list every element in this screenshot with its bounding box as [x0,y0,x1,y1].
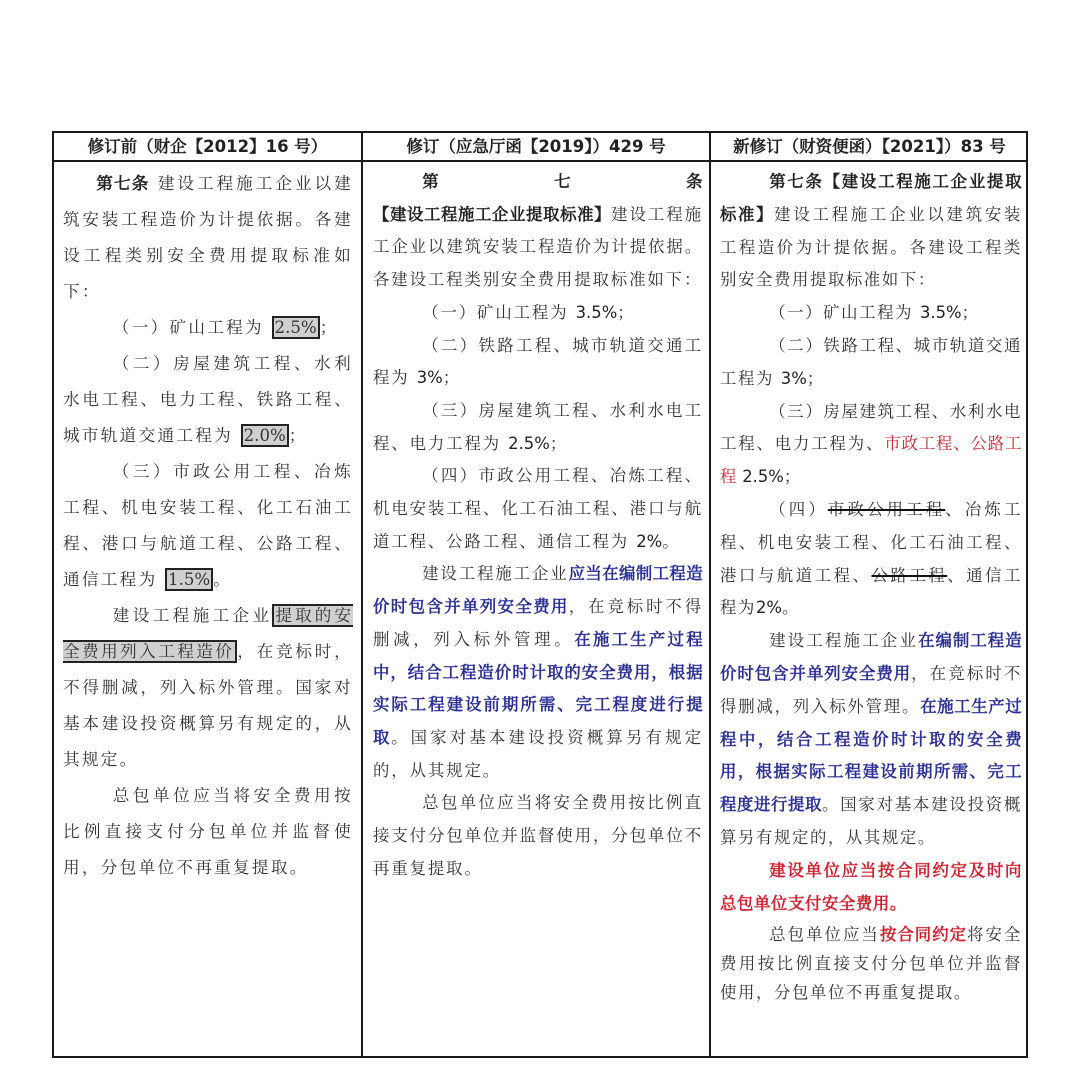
blue-highlight: 在施工生产过程中，结合工程造价时计取的安全费用，根据实际工程建设前期所需、完工程度进行提取 [373,629,703,747]
article-title: 【建设工程施工企业提取标准】 [720,172,1023,224]
item-1: （一）矿山工程为 3.5%； [422,302,636,322]
column-2019-revision [363,162,709,1056]
red-highlight: 市政工程、公路工程 [720,434,1022,487]
red-highlight: 建设单位应当按合同约定及时向总包单位支付安全费用。 [720,860,1022,913]
item-3: （三）房屋建筑工程、水利水电工程、电力工程为 2.5%； [373,400,703,453]
header-2019-revision: 修订（应急厅函【2019】）429 号 [406,137,666,156]
item-3: （三）房屋建筑工程、水利水电工程、电力工程为、市政工程、公路工程 2.5%； [720,401,1022,487]
rate-highlight: 1.5% [165,568,213,591]
rate-highlight: 2.5% [272,316,320,339]
blue-highlight: 在施工生产过程中，结合工程造价时计取的安全费用，根据实际工程建设前期所需、完工程度进行提取 [720,696,1022,815]
article-intro: 第七条【建设工程施工企业提取标准】建设工程施工企业以建筑安装工程造价为计提依据。各建设工程类别安全费用提取标准如下： [720,172,1023,290]
red-highlight: 按合同约定 [879,925,968,945]
fee-clause: 建设工程施工企业应当在编制工程造价时包含并单列安全费用，在竞标时不得删减，列入标外管理。在施工生产过程中，结合工程造价时计取的安全费用，根据实际工程建设前期所需、完工程度进行提取。国家对基本建设投资概算另有规定的，从其规定。 [373,564,704,780]
subcontract-clause: 总包单位应当将安全费用按比例直接支付分包单位并监督使用，分包单位不再重复提取。 [373,793,703,878]
fee-clause: 建设工程施工企业 提取的安全费用列入工程造价 ，在竞标时，不得删减，列入标外管理。国家对基本建设投资概算另有规定的，从其规定。 [63,606,353,769]
article-intro: 第七条【建设工程施工企业提取标准】建设工程施工企业以建筑安装工程造价为计提依据。各建设工程类别安全费用提取标准如下： [373,172,704,290]
column-before-revision [54,162,361,1056]
article-number: 第七条 [422,172,703,191]
owner-payment-clause [720,855,1022,921]
fee-clause: 建设工程施工企业在编制工程造价时包含并单列安全费用，在竞标时不得删减，列入标外管理。在施工生产过程中，结合工程造价时计取的安全费用，根据实际工程建设前期所需、完工程度进行提取。国家对基本建设投资概算另有规定的，从其规定。 [720,631,1022,847]
article-title: 【建设工程施工企业提取标准】 [373,204,612,224]
item-2: （二）房屋建筑工程、水利水电工程、电力工程、铁路工程、城市轨道交通工程为 2.0% ； [63,354,353,445]
item-1: （一）矿山工程为 3.5%； [769,303,980,323]
item-4: （四）市政公用工程、冶炼工程、机电安装工程、化工石油工程、港口与航道工程、公路工程、通信工程为2%。 [720,499,1022,618]
blue-highlight: 应当在编制工程造价时包含并单列安全费用 [373,564,704,617]
column-2021-revision [711,162,1028,1056]
deleted-text: 公路工程 [871,565,948,585]
item-3: （三）市政公用工程、冶炼工程、机电安装工程、化工石油工程、港口与航道工程、公路工程、通信工程为 1.5% 。 [63,462,353,589]
subcontract-clause: 总包单位应当按合同约定将安全费用按比例直接支付分包单位并监督使用，分包单位不再重复提取。 [720,925,1022,1003]
article-number: 第七条 [96,174,150,193]
item-2: （二）铁路工程、城市轨道交通工程为 3%； [720,335,1022,388]
comparison-table [52,131,1028,1058]
rate-highlight: 2.0% [241,424,289,447]
article-number: 第七条 [769,172,824,191]
article-intro: 第七条 建设工程施工企业以建筑安装工程造价为计提依据。各建设工程类别安全费用提取标准如下： [63,174,354,301]
item-2: （二）铁路工程、城市轨道交通工程为 3%； [373,335,703,388]
item-4: （四）市政公用工程、冶炼工程、机电安装工程、化工石油工程、港口与航道工程、公路工程、通信工程为 2%。 [373,466,703,551]
text-highlight: 提取的安全费用列入工程造价 [63,606,353,661]
blue-highlight: 在编制工程造价时包含并单列安全费用 [720,631,1022,683]
header-2021-revision: 新修订（财资便函）【2021】）83 号 [733,137,1006,156]
header-before-revision: 修订前（财企【2012】16 号） [87,137,328,156]
deleted-text: 市政公用工程 [827,499,946,519]
subcontract-clause: 总包单位应当将安全费用按比例直接支付分包单位并监督使用，分包单位不再重复提取。 [63,786,353,877]
item-1: （一）矿山工程为 2.5% ； [112,318,339,337]
